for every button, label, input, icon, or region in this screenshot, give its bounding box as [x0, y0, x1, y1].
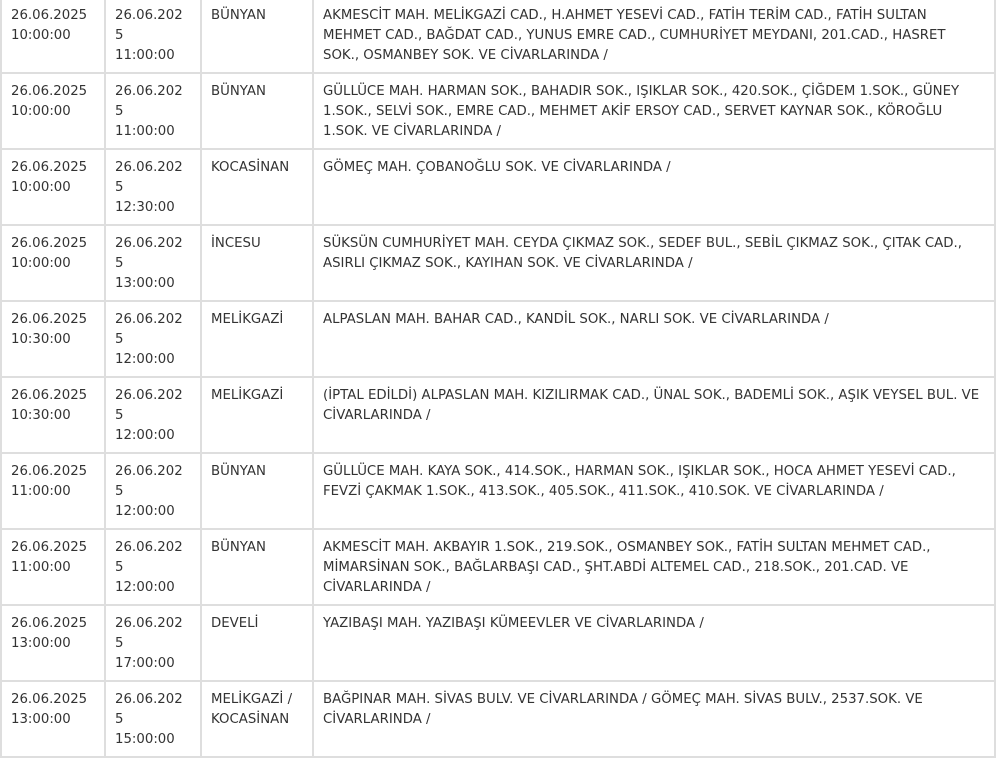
table-row	[1, 453, 995, 529]
start-datetime-cell	[1, 529, 105, 605]
end-datetime-cell	[105, 453, 201, 529]
location-cell: GÖMEÇ MAH. ÇOBANOĞLU SOK. VE CİVARLARINDA /	[313, 149, 995, 225]
start-date: 26.06.2025	[11, 160, 88, 175]
location-cell: SÜKSÜN CUMHURİYET MAH. CEYDA ÇIKMAZ SOK., SEDEF BUL., SEBİL ÇIKMAZ SOK., ÇITAK CAD., ASIRLI ÇIKMAZ SOK., KAYIHAN SOK. VE CİVARLARINDA /	[313, 225, 995, 301]
table-row	[1, 225, 995, 301]
start-date: 26.06.2025	[11, 388, 88, 403]
start-date: 26.06.2025	[11, 616, 88, 631]
location-cell: GÜLLÜCE MAH. KAYA SOK., 414.SOK., HARMAN SOK., IŞIKLAR SOK., HOCA AHMET YESEVİ CAD., FEVZİ ÇAKMAK 1.SOK., 413.SOK., 405.SOK., 411.SOK., 410.SOK. VE CİVARLARINDA /	[313, 453, 995, 529]
district-cell: MELİKGAZİ / KOCASİNAN	[201, 681, 313, 757]
end-datetime-cell	[105, 681, 201, 757]
start-datetime-cell	[1, 377, 105, 453]
district-cell: KOCASİNAN	[201, 149, 313, 225]
end-date: 26.06.2025	[115, 464, 183, 499]
start-date: 26.06.2025	[11, 236, 88, 251]
table-row	[1, 301, 995, 377]
start-date: 26.06.2025	[11, 84, 88, 99]
end-datetime-cell	[105, 377, 201, 453]
start-time: 13:00:00	[11, 712, 71, 727]
start-datetime-cell	[1, 605, 105, 681]
end-date: 26.06.2025	[115, 692, 183, 727]
end-datetime-cell	[105, 73, 201, 149]
location-cell: AKMESCİT MAH. AKBAYIR 1.SOK., 219.SOK., OSMANBEY SOK., FATİH SULTAN MEHMET CAD., MİMARSİNAN SOK., BAĞLARBAŞI CAD., ŞHT.ABDİ ALTEMEL CAD., 218.SOK., 201.CAD. VE CİVARLARINDA /	[313, 529, 995, 605]
start-datetime-cell	[1, 73, 105, 149]
end-date: 26.06.2025	[115, 312, 183, 347]
end-time: 12:00:00	[115, 428, 175, 443]
start-datetime-cell	[1, 301, 105, 377]
location-cell: (İPTAL EDİLDİ) ALPASLAN MAH. KIZILIRMAK CAD., ÜNAL SOK., BADEMLİ SOK., AŞIK VEYSEL BUL. VE CİVARLARINDA /	[313, 377, 995, 453]
end-time: 12:30:00	[115, 200, 175, 215]
end-time: 12:00:00	[115, 580, 175, 595]
end-datetime-cell	[105, 0, 201, 73]
start-time: 10:00:00	[11, 104, 71, 119]
end-datetime-cell	[105, 301, 201, 377]
start-time: 11:00:00	[11, 560, 71, 575]
start-datetime-cell	[1, 225, 105, 301]
location-cell: ALPASLAN MAH. BAHAR CAD., KANDİL SOK., NARLI SOK. VE CİVARLARINDA /	[313, 301, 995, 377]
end-date: 26.06.2025	[115, 84, 183, 119]
end-date: 26.06.2025	[115, 8, 183, 43]
end-time: 11:00:00	[115, 48, 175, 63]
end-datetime-cell	[105, 605, 201, 681]
location-cell: AKMESCİT MAH. MELİKGAZİ CAD., H.AHMET YESEVİ CAD., FATİH TERİM CAD., FATİH SULTAN MEHMET CAD., BAĞDAT CAD., YUNUS EMRE CAD., CUMHURİYET MEYDANI, 201.CAD., HASRET SOK., OSMANBEY SOK. VE CİVARLARINDA /	[313, 0, 995, 73]
end-date: 26.06.2025	[115, 616, 183, 651]
start-date: 26.06.2025	[11, 8, 88, 23]
table-row	[1, 377, 995, 453]
district-cell: MELİKGAZİ	[201, 301, 313, 377]
start-datetime-cell	[1, 0, 105, 73]
table-row	[1, 0, 995, 73]
table-row	[1, 529, 995, 605]
end-time: 17:00:00	[115, 656, 175, 671]
end-time: 11:00:00	[115, 124, 175, 139]
end-date: 26.06.2025	[115, 236, 183, 271]
table-row	[1, 149, 995, 225]
end-time: 12:00:00	[115, 352, 175, 367]
district-cell: MELİKGAZİ	[201, 377, 313, 453]
start-datetime-cell	[1, 149, 105, 225]
district-cell: İNCESU	[201, 225, 313, 301]
end-time: 13:00:00	[115, 276, 175, 291]
end-date: 26.06.2025	[115, 160, 183, 195]
end-datetime-cell	[105, 529, 201, 605]
end-time: 15:00:00	[115, 732, 175, 747]
start-date: 26.06.2025	[11, 312, 88, 327]
start-date: 26.06.2025	[11, 540, 88, 555]
start-time: 10:30:00	[11, 408, 71, 423]
district-cell: BÜNYAN	[201, 73, 313, 149]
district-cell: DEVELİ	[201, 605, 313, 681]
location-cell: YAZIBAŞI MAH. YAZIBAŞI KÜMEEVLER VE CİVARLARINDA /	[313, 605, 995, 681]
end-date: 26.06.2025	[115, 388, 183, 423]
end-datetime-cell	[105, 149, 201, 225]
table-row	[1, 605, 995, 681]
table-row	[1, 73, 995, 149]
start-time: 10:00:00	[11, 28, 71, 43]
end-datetime-cell	[105, 225, 201, 301]
end-date: 26.06.2025	[115, 540, 183, 575]
start-time: 10:30:00	[11, 332, 71, 347]
start-time: 13:00:00	[11, 636, 71, 651]
district-cell: BÜNYAN	[201, 0, 313, 73]
start-date: 26.06.2025	[11, 464, 88, 479]
start-date: 26.06.2025	[11, 692, 88, 707]
start-datetime-cell	[1, 453, 105, 529]
start-time: 10:00:00	[11, 180, 71, 195]
district-cell: BÜNYAN	[201, 529, 313, 605]
district-cell: BÜNYAN	[201, 453, 313, 529]
start-datetime-cell	[1, 681, 105, 757]
location-cell: GÜLLÜCE MAH. HARMAN SOK., BAHADIR SOK., IŞIKLAR SOK., 420.SOK., ÇİĞDEM 1.SOK., GÜNEY 1.SOK., SELVİ SOK., EMRE CAD., MEHMET AKİF ERSOY CAD., SERVET KAYNAR SOK., KÖROĞLU 1.SOK. VE CİVARLARINDA /	[313, 73, 995, 149]
start-time: 11:00:00	[11, 484, 71, 499]
start-time: 10:00:00	[11, 256, 71, 271]
location-cell: BAĞPINAR MAH. SİVAS BULV. VE CİVARLARINDA / GÖMEÇ MAH. SİVAS BULV., 2537.SOK. VE CİVARLARINDA /	[313, 681, 995, 757]
table-row	[1, 681, 995, 757]
end-time: 12:00:00	[115, 504, 175, 519]
